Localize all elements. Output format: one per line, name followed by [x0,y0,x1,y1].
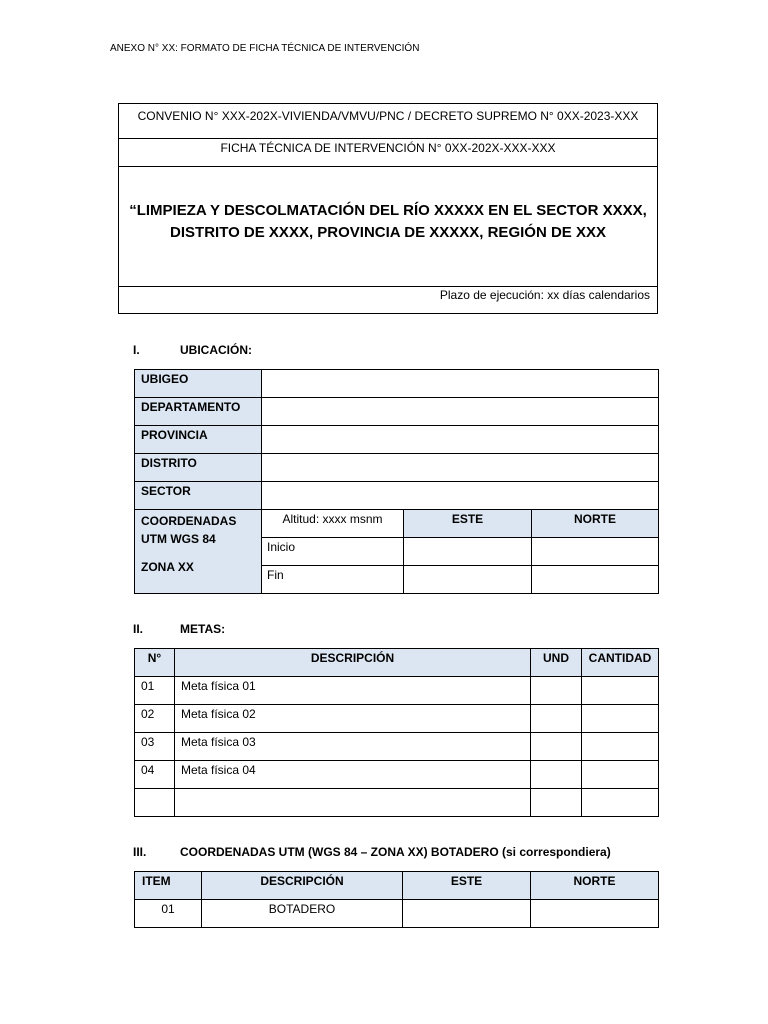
section3-number: III. [133,845,147,859]
meta-description: Meta física 02 [175,705,531,733]
meta-cantidad [582,705,659,733]
intervention-title-line-1: “LIMPIEZA Y DESCOLMATACIÓN DEL RÍO XXXXX EN EL SECTOR XXXX, [129,202,647,219]
botadero-item: 01 [135,900,202,928]
meta-cantidad [582,733,659,761]
metas-header-descripcion: DESCRIPCIÓN [175,649,531,677]
table-row [135,900,659,928]
section2-number: II. [133,622,144,636]
botadero-este [403,900,531,928]
provincia-value [262,426,659,454]
meta-und [531,705,582,733]
row-label-ubigeo: UBIGEO [135,370,262,398]
altitud-cell: Altitud: xxxx msnm [262,510,404,538]
meta-number [135,789,175,817]
row-label-distrito: DISTRITO [135,454,262,482]
row-label-departamento: DEPARTAMENTO [135,398,262,426]
botadero-norte [531,900,659,928]
botadero-table [134,871,659,928]
departamento-value [262,398,659,426]
meta-cantidad [582,761,659,789]
botadero-header-descripcion: DESCRIPCIÓN [202,872,403,900]
meta-und [531,733,582,761]
table-row [135,677,659,705]
plazo-line: Plazo de ejecución: xx días calendarios [119,287,658,314]
annex-header: ANEXO N° XX: FORMATO DE FICHA TÉCNICA DE INTERVENCIÓN [110,43,420,54]
fin-label: Fin [262,566,404,594]
meta-cantidad [582,677,659,705]
metas-header-cantidad: CANTIDAD [582,649,659,677]
botadero-header-norte: NORTE [531,872,659,900]
header-box [118,103,658,314]
ficha-line: FICHA TÉCNICA DE INTERVENCIÓN N° 0XX-202X-XXX-XXX [119,139,658,167]
coord-label-3: ZONA XX [141,560,194,574]
intervention-title-line-2: DISTRITO DE XXXX, PROVINCIA DE XXXXX, REGIÓN DE XXX [170,224,606,241]
convenio-line: CONVENIO N° XXX-202X-VIVIENDA/VMVU/PNC / DECRETO SUPREMO N° 0XX-2023-XXX [119,104,658,139]
table-row-empty [135,789,659,817]
meta-number: 03 [135,733,175,761]
meta-number: 04 [135,761,175,789]
meta-description: Meta física 01 [175,677,531,705]
meta-cantidad [582,789,659,817]
intervention-title [119,167,658,287]
metas-header-n: N° [135,649,175,677]
metas-table [134,648,659,817]
coord-label-2: UTM WGS 84 [141,532,216,546]
norte-header: NORTE [532,510,659,538]
section3-title: COORDENADAS UTM (WGS 84 – ZONA XX) BOTADERO (si correspondiera) [180,845,611,859]
fin-este [404,566,532,594]
fin-norte [532,566,659,594]
este-header: ESTE [404,510,532,538]
botadero-description: BOTADERO [202,900,403,928]
botadero-header-item: ITEM [135,872,202,900]
section1-number: I. [133,343,140,357]
metas-header-und: UND [531,649,582,677]
coord-label-1: COORDENADAS [141,514,237,528]
botadero-header-este: ESTE [403,872,531,900]
row-label-sector: SECTOR [135,482,262,510]
coordinates-label [135,510,262,594]
table-row [135,733,659,761]
section1-title: UBICACIÓN: [180,343,252,357]
meta-number: 02 [135,705,175,733]
inicio-label: Inicio [262,538,404,566]
meta-description [175,789,531,817]
ubicacion-table [134,369,659,594]
row-label-provincia: PROVINCIA [135,426,262,454]
meta-und [531,761,582,789]
meta-und [531,677,582,705]
ubigeo-value [262,370,659,398]
distrito-value [262,454,659,482]
sector-value [262,482,659,510]
meta-description: Meta física 04 [175,761,531,789]
table-row [135,761,659,789]
meta-und [531,789,582,817]
inicio-este [404,538,532,566]
table-row [135,705,659,733]
inicio-norte [532,538,659,566]
meta-description: Meta física 03 [175,733,531,761]
meta-number: 01 [135,677,175,705]
section2-title: METAS: [180,622,226,636]
